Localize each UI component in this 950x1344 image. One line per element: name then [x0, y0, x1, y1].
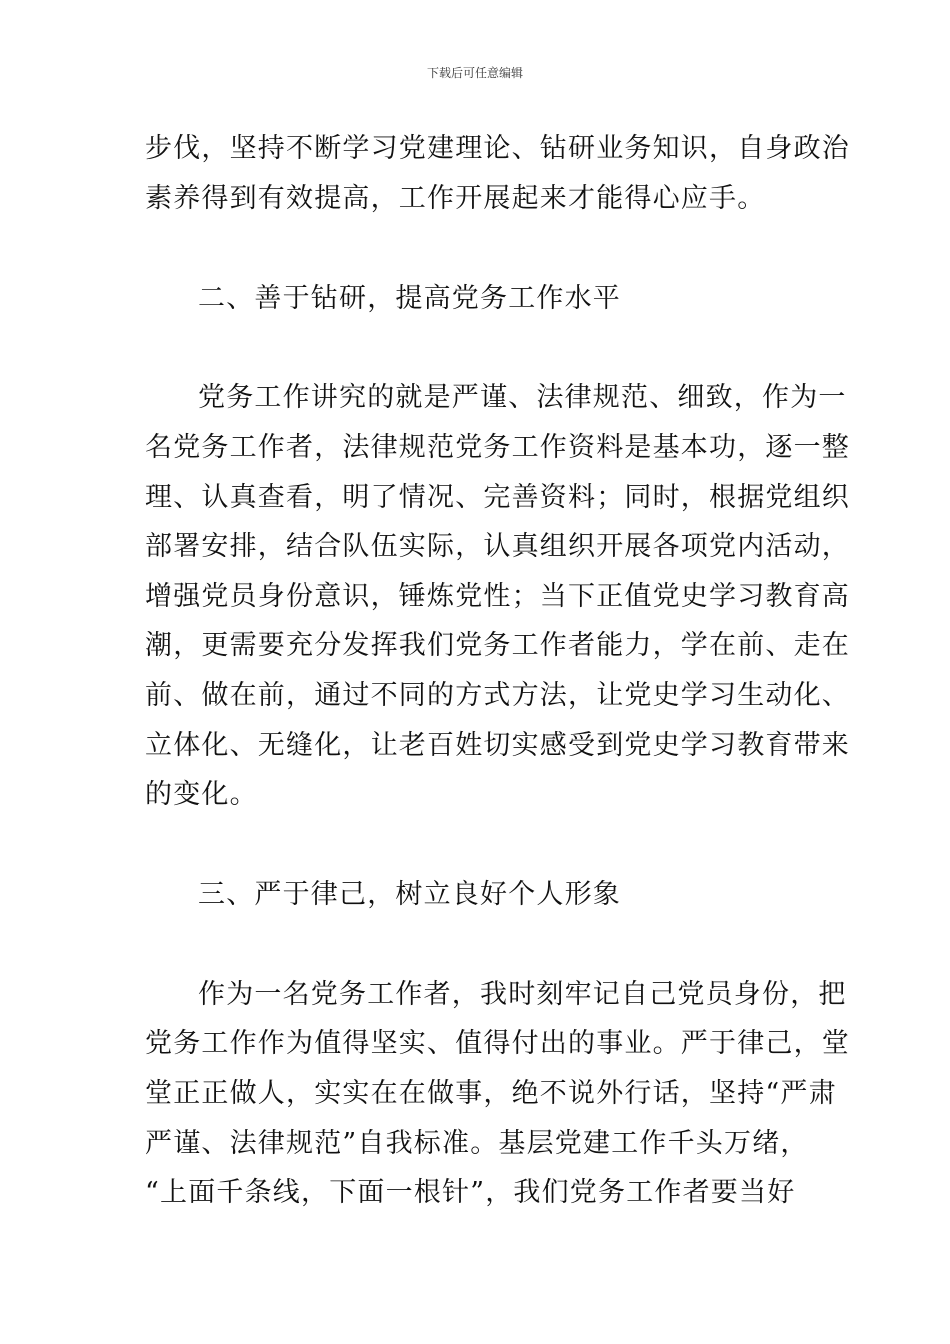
- text-line: 堂正正做人，实实在在做事，绝不说外行话，坚持“严肃: [145, 1078, 837, 1109]
- text-line: 增强党员身份意识，锤炼党性；当下正值党史学习教育高: [145, 581, 850, 612]
- text-line: 部署安排，结合队伍实际，认真组织开展各项党内活动，: [145, 531, 850, 562]
- text-line: 党务工作作为值得坚实、值得付出的事业。严于律己，堂: [145, 1028, 850, 1059]
- text-line: 理、认真查看，明了情况、完善资料；同时，根据党组织: [145, 482, 850, 513]
- text-line: 的变化。: [145, 779, 258, 810]
- text-line: “上面千条线，下面一根针”，我们党务工作者要当好: [145, 1177, 796, 1208]
- section-heading: 二、善于钻研，提高党务工作水平: [198, 283, 621, 314]
- text-line: 前、做在前，通过不同的方式方法，让党史学习生动化、: [145, 680, 850, 711]
- text-line: 党务工作讲究的就是严谨、法律规范、细致，作为一: [198, 382, 847, 413]
- text-line: 名党务工作者，法律规范党务工作资料是基本功，逐一整: [145, 432, 850, 463]
- text-line: 严谨、法律规范”自我标准。基层党建工作千头万绪，: [145, 1128, 809, 1159]
- text-line: 素养得到有效提高，工作开展起来才能得心应手。: [145, 183, 766, 214]
- section-heading: 三、严于律己，树立良好个人形象: [198, 879, 621, 910]
- text-line: 潮，更需要充分发挥我们党务工作者能力，学在前、走在: [145, 630, 850, 661]
- header-note: 下载后可任意编辑: [426, 66, 523, 80]
- text-line: 作为一名党务工作者，我时刻牢记自己党员身份，把: [198, 979, 847, 1010]
- text-line: 立体化、无缝化，让老百姓切实感受到党史学习教育带来: [145, 730, 850, 761]
- text-line: 步伐，坚持不断学习党建理论、钻研业务知识，自身政治: [145, 133, 850, 164]
